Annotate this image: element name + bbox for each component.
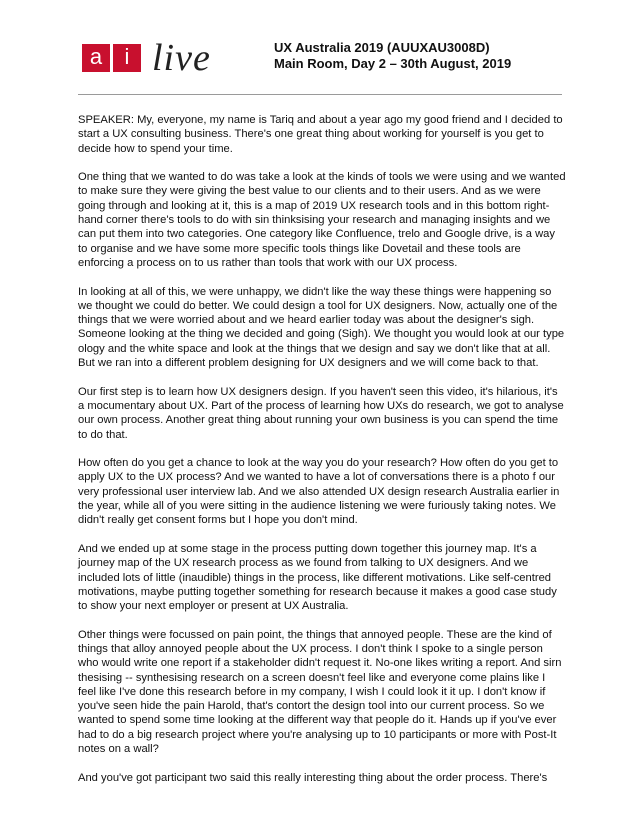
event-title: UX Australia 2019 (AUUXAU3008D) xyxy=(274,40,490,55)
transcript-paragraph: How often do you get a chance to look at the way you do your research? How often do you get to apply UX to the UX process? And we wanted to have a lot of conversations there is a photo f our very professional user interview lab. And we also attended UX design research Australia earlier in the year, while all of you were sitting in the audience listening we were furiously taking notes. We didn't really get consent forms but I hope you don't mind. xyxy=(78,457,560,527)
page-header xyxy=(0,0,640,95)
transcript-paragraph: SPEAKER: My, everyone, my name is Tariq and about a year ago my good friend and I decided to start a UX consulting business. There's one great thing about working for yourself is you get to decide how to spend your time. xyxy=(78,114,563,155)
transcript-paragraph: And you've got participant two said this really interesting thing about the order process. There's xyxy=(78,771,548,784)
transcript-paragraph: Our first step is to learn how UX designers design. If you haven't seen this video, it's hilarious, it's a mocumentary about UX. Part of the process of learning how UXs do research, we got to analyse our own process. Another great thing about running your own business is you can spend the time to do that. xyxy=(78,385,564,441)
transcript-paragraph: One thing that we wanted to do was take a look at the kinds of tools we were using and we wanted to make sure they were giving the best value to our clients and to their users. And as we were going through and looking at it, this is a map of 2019 UX research tools and in this bottom right-hand corner there's tools to do with sin thinksising your research and managing insights and we can put them into two categories. One category like Confluence, trelo and Google drive, is a way to organise and we have some more specific tools things like Dovetail and these tools are enforcing a process on to us rather than tools that work with our UX process. xyxy=(78,171,566,269)
event-info xyxy=(274,40,511,72)
transcript-paragraph: And we ended up at some stage in the process putting down together this journey map. It's a journey map of the UX research process as we found from talking to UX designers. And we included lots of little (inaudible) things in the process, like different motivations. Like self-centred motivations, maybe putting together something for research because it makes a good case study to show your next employer or present at UX Australia. xyxy=(78,542,557,613)
logo-letter-a: a xyxy=(82,44,110,72)
transcript-paragraph: Other things were focussed on pain point, the things that annoyed people. These are the kind of things that alloy annoyed people about the UX process. I don't think I spoke to a single person who would write one report if a stakeholder didn't request it. No-one likes writing a report. And sirn thesising -- synthesising research on a screen doesn't feel like and everyone come plains like I feel like I've done this research before in my company, I wish I could look it it up. I don't know if you've seen hide the pain Harold, that's contort the design tool into our current process. So we wanted to spend some time looking at the different way that people do it. Hands up if you've ever had to do a big research project where you're analysing up to 10 participants or more with Post-It notes on a wall? xyxy=(78,628,562,756)
ai-live-logo xyxy=(82,38,211,78)
logo-letter-i: i xyxy=(113,44,141,72)
transcript-body xyxy=(78,113,566,799)
header-divider xyxy=(78,94,562,95)
event-subtitle: Main Room, Day 2 – 30th August, 2019 xyxy=(274,56,512,71)
logo-word-live: live xyxy=(152,37,211,79)
transcript-paragraph: In looking at all of this, we were unhappy, we didn't like the way these things were happening so we thought we could do better. We could design a tool for UX designers. Now, actually one of the things that we were worried about and we heard earlier today was about the designer's sigh. Someone looking at the thing we decided and going (Sigh). We thought you would look at our type ology and the white space and look at the things that we design and say we don't like that at all. But we ran into a different problem designing for UX designers and we will come back to that. xyxy=(78,285,565,370)
